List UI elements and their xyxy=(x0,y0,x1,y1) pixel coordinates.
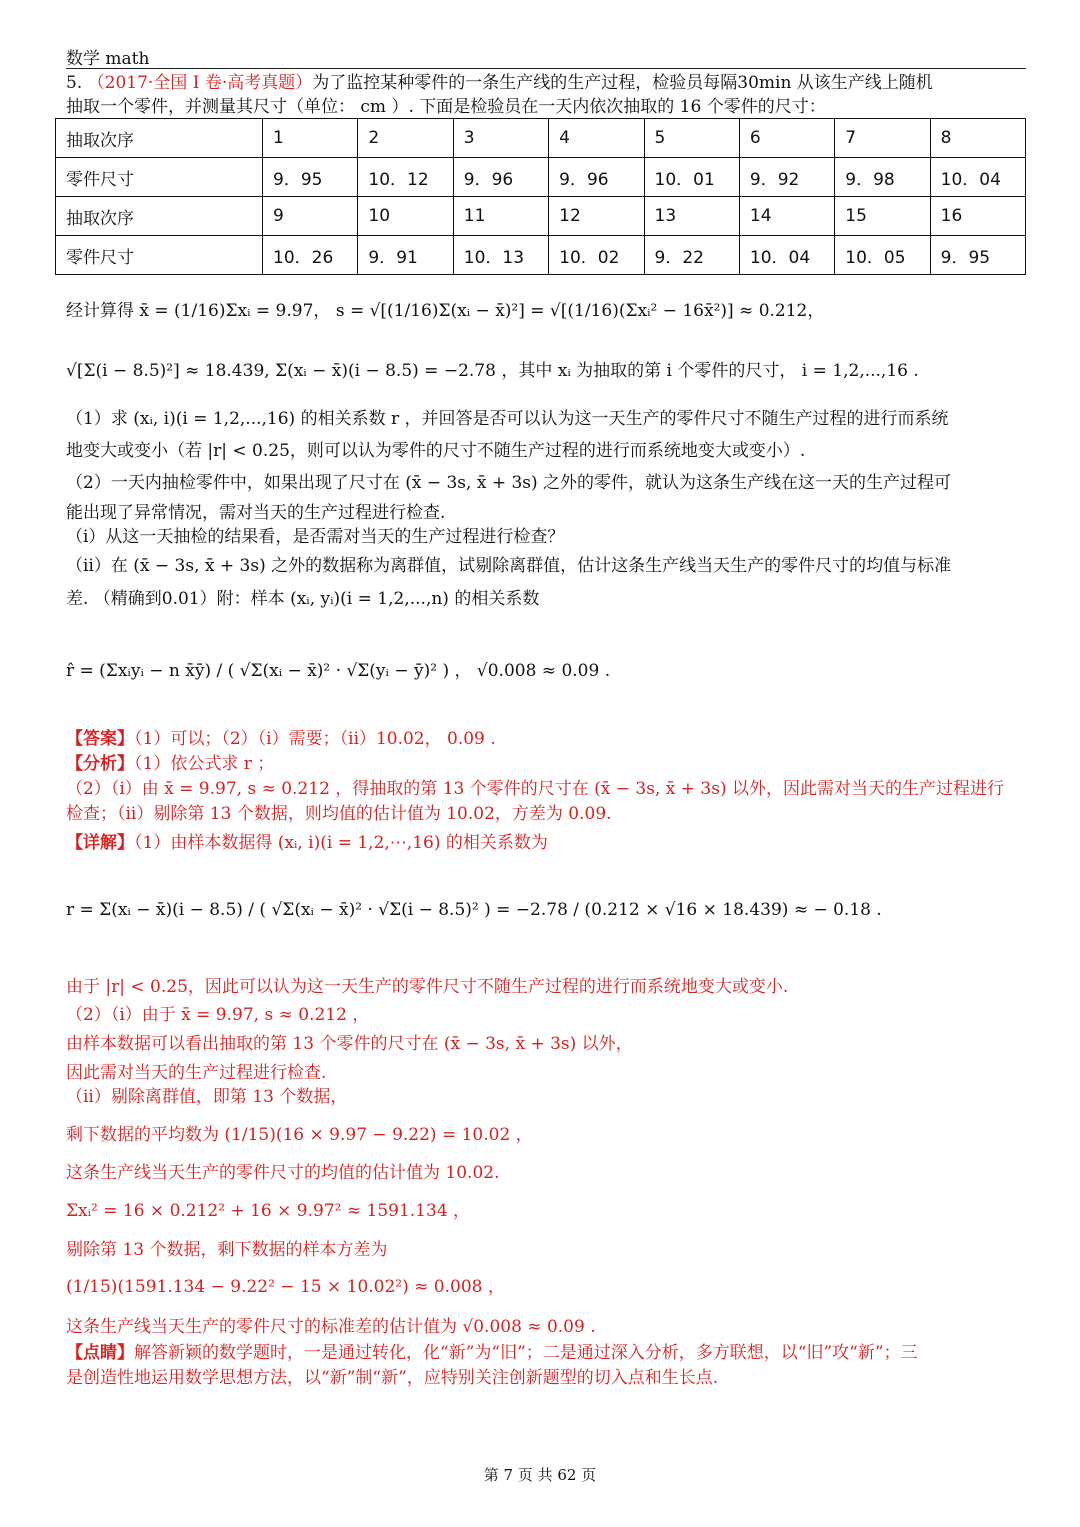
table-cell: 9．96 xyxy=(549,158,644,197)
detail-line-9: Σxᵢ² = 16 × 0.212² + 16 × 9.97² ≈ 1591.134 ， xyxy=(66,1201,471,1221)
table-cell: 9．98 xyxy=(835,158,930,197)
detail-line-10: 剔除第 13 个数据，剩下数据的样本方差为 xyxy=(66,1240,388,1260)
detail-line-3: （2）（i）由于 x̄ = 9.97, s ≈ 0.212 ， xyxy=(66,1005,370,1025)
comment-text-1: 解答新颖的数学题时，一是通过转化，化“新”为“旧”；二是通过深入分析，多方联想，以“旧”攻“新”；三 xyxy=(134,1343,918,1363)
table-cell: 10．13 xyxy=(453,236,548,275)
problem-intro-2: 抽取一个零件，并测量其尺寸（单位： cm ）. 下面是检验员在一天内依次抽取的 16 个零件的尺寸： xyxy=(66,97,826,117)
table-cell: 9 xyxy=(263,197,358,236)
question-2-ii-line-a: （ⅱ）在 (x̄ − 3s, x̄ + 3s) 之外的数据称为离群值，试剔除离群值，估计这条生产线当天生产的零件尺寸的均值与标准 xyxy=(66,556,952,576)
table-cell: 4 xyxy=(549,119,644,158)
question-2-ii-line-b: 差. （精确到0.01）附：样本 (xᵢ, yᵢ)(i = 1,2,...,n) 的相关系数 xyxy=(66,589,540,609)
table-cell: 10．02 xyxy=(549,236,644,275)
detail-tag: 【详解】 xyxy=(66,833,134,853)
detail-line-8: 这条生产线当天生产的零件尺寸的均值的估计值为 10.02. xyxy=(66,1163,500,1183)
question-2-line-b: 能出现了异常情况，需对当天的生产过程进行检查. xyxy=(66,503,446,523)
question-2-line-a: （2）一天内抽检零件中，如果出现了尺寸在 (x̄ − 3s, x̄ + 3s) 之外的零件，就认为这条生产线在这一天的生产过程可 xyxy=(66,473,952,493)
table-cell: 5 xyxy=(644,119,739,158)
problem-intro-1: 为了监控某种零件的一条生产线的生产过程，检验员每隔30min 从该生产线上随机 xyxy=(312,73,933,93)
table-cell: 12 xyxy=(549,197,644,236)
answer-line xyxy=(66,726,496,752)
table-row-label: 零件尺寸 xyxy=(56,236,263,275)
analysis-text-1: （1）依公式求 r ； xyxy=(134,754,275,774)
table-cell: 3 xyxy=(453,119,548,158)
analysis-line-1 xyxy=(66,751,274,777)
table-row-label: 抽取次序 xyxy=(56,119,263,158)
detail-line-6: （ii）剔除离群值，即第 13 个数据， xyxy=(66,1087,348,1107)
detail-text-1: （1）由样本数据得 (xᵢ, i)(i = 1,2,⋯,16) 的相关系数为 xyxy=(134,833,548,853)
table-row xyxy=(56,197,1026,236)
detail-r-formula: r = Σ(xᵢ − x̄)(i − 8.5) / ( √Σ(xᵢ − x̄)² · √Σ(i − 8.5)² ) = −2.78 / (0.212 × √16 × 18.439) ≈ − 0.18 . xyxy=(66,900,882,920)
table-row xyxy=(56,158,1026,197)
stats-line-2: √[Σ(i − 8.5)²] ≈ 18.439, Σ(xᵢ − x̄)(i − 8.5) = −2.78 ，其中 xᵢ 为抽取的第 i 个零件的尺寸， i = 1,2,...,16 . xyxy=(66,361,919,381)
detail-line-11: (1/15)(1591.134 − 9.22² − 15 × 10.02²) ≈ 0.008 ， xyxy=(66,1277,505,1297)
table-cell: 9．22 xyxy=(644,236,739,275)
table-cell: 15 xyxy=(835,197,930,236)
table-cell: 9．95 xyxy=(263,158,358,197)
page-header: 数学 math xyxy=(66,49,150,69)
table-row xyxy=(56,119,1026,158)
data-table xyxy=(55,118,1026,275)
table-cell: 13 xyxy=(644,197,739,236)
table-cell: 7 xyxy=(835,119,930,158)
stats-line-1: 经计算得 x̄ = (1/16)Σxᵢ = 9.97， s = √[(1/16)Σ(xᵢ − x̄)²] = √[(1/16)(Σxᵢ² − 16x̄²)] ≈ 0.212， xyxy=(66,301,825,321)
table-cell: 9．91 xyxy=(358,236,453,275)
problem-source: （2017·全国 I 卷·高考真题） xyxy=(87,73,313,93)
analysis-line-2: （2）（i）由 x̄ = 9.97, s ≈ 0.212 ，得抽取的第 13 个零件的尺寸在 (x̄ − 3s, x̄ + 3s) 以外，因此需对当天的生产过程进行 xyxy=(66,779,1004,799)
correlation-formula: r̂ = (Σxᵢyᵢ − n x̄ȳ) / ( √Σ(xᵢ − x̄)² · √Σ(yᵢ − ȳ)² ) ， √0.008 ≈ 0.09 . xyxy=(66,661,611,681)
detail-line-4: 由样本数据可以看出抽取的第 13 个零件的尺寸在 (x̄ − 3s, x̄ + 3s) 以外， xyxy=(66,1034,633,1054)
header-divider xyxy=(66,68,1026,69)
detail-line-1 xyxy=(66,830,548,856)
question-2-i: （ⅰ）从这一天抽检的结果看，是否需对当天的生产过程进行检查？ xyxy=(66,527,565,547)
comment-tag: 【点睛】 xyxy=(66,1343,134,1363)
question-1-line-b: 地变大或变小（若 |r| < 0.25，则可以认为零件的尺寸不随生产过程的进行而系统地变大或变小）. xyxy=(66,441,806,461)
table-cell: 10 xyxy=(358,197,453,236)
table-cell: 9．96 xyxy=(453,158,548,197)
answer-text: （1）可以；（2）（ⅰ）需要；（ⅱ）10.02， 0.09 . xyxy=(134,729,496,749)
comment-line-1 xyxy=(66,1340,918,1366)
table-cell: 10．04 xyxy=(739,236,834,275)
analysis-line-3: 检查；（ii）剔除第 13 个数据，则均值的估计值为 10.02，方差为 0.09. xyxy=(66,804,612,824)
table-cell: 8 xyxy=(930,119,1025,158)
problem-number: 5. xyxy=(66,73,83,93)
table-row-label: 零件尺寸 xyxy=(56,158,263,197)
problem-line-1 xyxy=(66,70,933,96)
table-cell: 2 xyxy=(358,119,453,158)
table-cell: 9．95 xyxy=(930,236,1025,275)
table-row xyxy=(56,236,1026,275)
table-cell: 1 xyxy=(263,119,358,158)
table-row-label: 抽取次序 xyxy=(56,197,263,236)
question-1-line-a: （1）求 (xᵢ, i)(i = 1,2,...,16) 的相关系数 r ，并回答是否可以认为这一天生产的零件尺寸不随生产过程的进行而系统 xyxy=(66,409,949,429)
answer-tag: 【答案】 xyxy=(66,729,134,749)
analysis-tag: 【分析】 xyxy=(66,754,134,774)
table-cell: 9．92 xyxy=(739,158,834,197)
table-cell: 10．26 xyxy=(263,236,358,275)
table-cell: 10．12 xyxy=(358,158,453,197)
table-cell: 10．04 xyxy=(930,158,1025,197)
table-cell: 6 xyxy=(739,119,834,158)
detail-line-12: 这条生产线当天生产的零件尺寸的标准差的估计值为 √0.008 ≈ 0.09 . xyxy=(66,1317,596,1337)
page-footer: 第 7 页 共 62 页 xyxy=(483,1466,597,1484)
table-cell: 11 xyxy=(453,197,548,236)
table-cell: 10．05 xyxy=(835,236,930,275)
table-cell: 16 xyxy=(930,197,1025,236)
comment-line-2: 是创造性地运用数学思想方法，以“新”制“新”，应特别关注创新题型的切入点和生长点. xyxy=(66,1368,719,1388)
detail-line-2: 由于 |r| < 0.25，因此可以认为这一天生产的零件尺寸不随生产过程的进行而系统地变大或变小. xyxy=(66,977,789,997)
table-cell: 14 xyxy=(739,197,834,236)
detail-line-5: 因此需对当天的生产过程进行检查. xyxy=(66,1063,327,1083)
table-cell: 10．01 xyxy=(644,158,739,197)
detail-line-7: 剩下数据的平均数为 (1/15)(16 × 9.97 − 9.22) = 10.02 ， xyxy=(66,1125,533,1145)
